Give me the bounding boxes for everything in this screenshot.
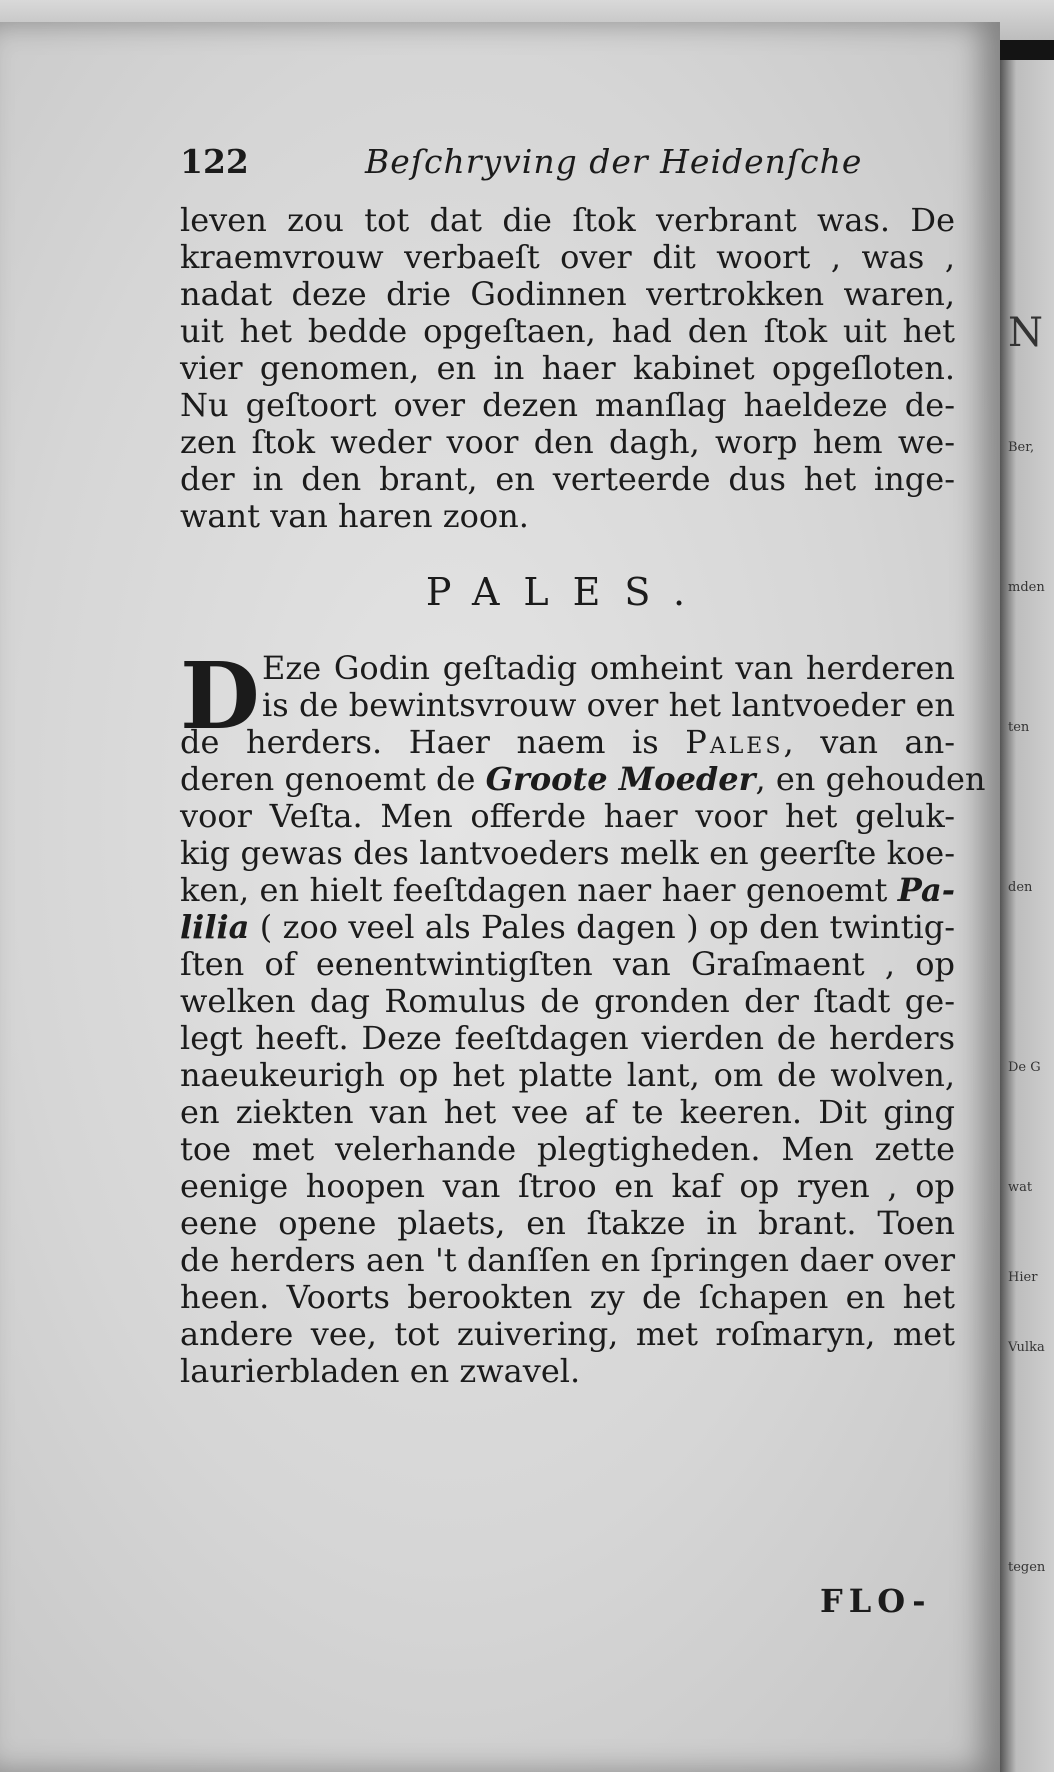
text-line: legt heeft. Deze feeſtdagen vierden de herders: [180, 1019, 955, 1057]
text-run: , van an-: [783, 723, 956, 761]
facing-page-fragment: Hier: [1008, 1270, 1038, 1285]
facing-page-fragment: Ber,: [1008, 440, 1035, 455]
text-line: kig gewas des lantvoeders melk en geerſte koe-: [180, 834, 955, 872]
facing-page-fragment: De G: [1008, 1060, 1041, 1075]
facing-page-edge: [1000, 60, 1054, 1772]
page-header: [180, 132, 955, 202]
facing-page-fragment: tegen: [1008, 1560, 1046, 1575]
text-run: , en gehouden: [755, 760, 986, 798]
text-run: ( zoo veel als Pales dagen ) op den twintig-: [259, 908, 956, 946]
text-line: der in den brant, en verteerde dus het inge-: [180, 460, 955, 498]
text-line: Nu geſtoort over dezen manſlag haeldeze de-: [180, 386, 955, 424]
paragraph-pales: [180, 642, 986, 1390]
page-number: 122: [180, 142, 249, 181]
section-title: PALES.: [425, 570, 710, 614]
paragraph-continuation: [180, 202, 955, 535]
text-line: nadat deze drie Godinnen vertrokken waren,: [180, 275, 955, 313]
page-content: [180, 132, 986, 1390]
text-line: eene opene plaets, en ſtakze in brant. Toen: [180, 1204, 955, 1242]
text-line: is de bewintsvrouw over het lantvoeder en: [262, 686, 955, 724]
text-line: laurierbladen en zwavel.: [180, 1352, 581, 1390]
text-line: leven zou tot dat die ſtok verbrant was. De: [180, 201, 955, 239]
text-run: de herders. Haer naem is: [180, 723, 659, 761]
name-pales: Pales: [685, 723, 784, 761]
text-line: de herders aen 't danſſen en ſpringen daer over: [180, 1241, 955, 1279]
text-line: Eze Godin geſtadig omheint van herderen: [262, 649, 955, 687]
book-page: [0, 22, 1000, 1772]
text-line: andere vee, tot zuivering, met roſmaryn, met: [180, 1315, 955, 1353]
running-title: Beſchryving der Heidenſche: [365, 142, 863, 181]
text-line: [180, 724, 955, 761]
text-line: heen. Voorts berookten zy de ſchapen en het: [180, 1278, 955, 1316]
name-palilia: Pa-: [897, 871, 955, 909]
facing-page-fragment: N: [1008, 310, 1043, 356]
text-line: voor Veſta. Men offerde haer voor het geluk-: [180, 797, 955, 835]
text-line: welken dag Romulus de gronden der ſtadt ge-: [180, 982, 955, 1020]
text-line: ſten of eenentwintigſten van Graſmaent , op: [180, 945, 955, 983]
text-line: naeukeurigh op het platte lant, om de wolven,: [180, 1056, 955, 1094]
text-line: en ziekten van het vee af te keeren. Dit ging: [180, 1093, 955, 1131]
text-run: deren genoemt de: [180, 760, 476, 798]
facing-page-fragment: wat: [1008, 1180, 1033, 1195]
text-run: ken, en hielt feeſtdagen naer haer genoemt: [180, 871, 888, 909]
text-line: [180, 909, 955, 946]
facing-page-fragment: ten: [1008, 720, 1030, 735]
text-line: zen ſtok weder voor den dagh, worp hem we-: [180, 423, 955, 461]
facing-page-fragment: Vulka: [1008, 1340, 1045, 1355]
text-line: [180, 872, 955, 909]
text-line: uit het bedde opgeſtaen, had den ſtok uit het: [180, 312, 955, 350]
name-palilia: lilia: [180, 908, 250, 946]
text-line: eenige hoopen van ſtroo en kaf op ryen , op: [180, 1167, 955, 1205]
catchword: FLO-: [820, 1582, 932, 1620]
facing-page-fragment: den: [1008, 880, 1033, 895]
text-line: [180, 760, 986, 798]
facing-page-fragment: mden: [1008, 580, 1045, 595]
name-groote-moeder: Groote Moeder: [485, 760, 756, 798]
text-line: kraemvrouw verbaeſt over dit woort , was ,: [180, 238, 955, 276]
text-line: vier genomen, en in haer kabinet opgeſloten.: [180, 349, 955, 387]
text-line: toe met velerhande plegtigheden. Men zette: [180, 1130, 955, 1168]
drop-cap: D: [180, 642, 260, 750]
text-line: want van haren zoon.: [180, 497, 529, 535]
